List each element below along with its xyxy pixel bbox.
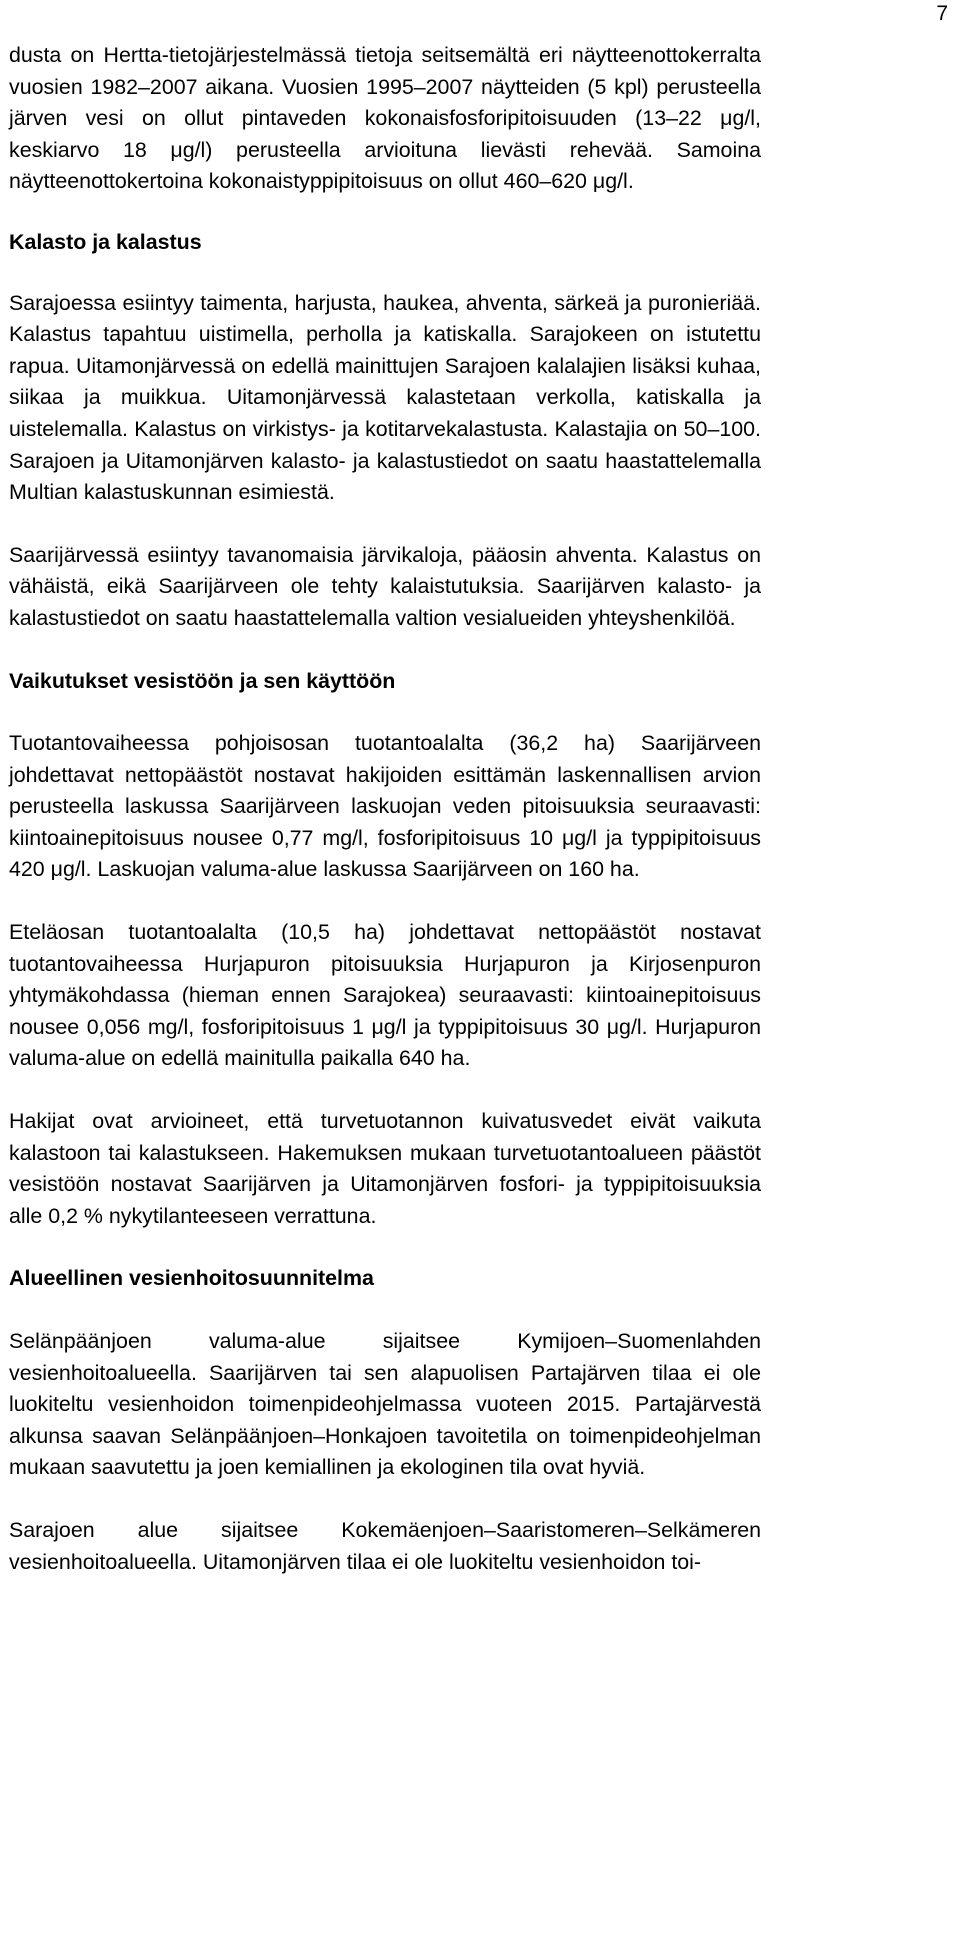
heading-vaikutukset: Vaikutukset vesistöön ja sen käyttöön: [9, 668, 396, 693]
paragraph-saarijarvi-fish: Saarijärvessä esiintyy tavanomaisia järvikaloja, pääosin ahventa. Kalastus on vähäistä, eikä Saarijärveen ole tehty kalaistutuksia. Saarijärven kalasto- ja kalastustiedot on saatu haastattelemalla valtion vesialueiden yhteyshenkilöä.: [9, 542, 761, 630]
paragraph-water-quality: dusta on Hertta-tietojärjestelmässä tietoja seitsemältä eri näytteenottokerralta vuosien 1982–2007 aikana. Vuosien 1995–2007 näytteiden (5 kpl) perusteella järven vesi on ollut pintaveden kokonaisfosforipitoisuuden (13–22 μg/l, keskiarvo 18 μg/l) perusteella arvioituna lievästi rehevää. Samoina näytteenottokertoina kokonaistyppipitoisuus on ollut 460–620 μg/l.: [9, 43, 761, 194]
heading-kalasto: Kalasto ja kalastus: [9, 229, 202, 254]
paragraph-sarajoki-area: Sarajoen alue sijaitsee Kokemäenjoen–Saaristomeren–Selkämeren vesienhoitoalueella. Uitamonjärven tilaa ei ole luokiteltu vesienhoidon toi-: [9, 1517, 761, 1574]
paragraph-north-area-impact: Tuotantovaiheessa pohjoisosan tuotantoalalta (36,2 ha) Saarijärveen johdettavat nettopäästöt nostavat hakijoiden esittämän laskennallisen arvion perusteella laskussa Saarijärveen laskuojan veden pitoisuuksia seuraavasti: kiintoainepitoisuus nousee 0,77 mg/l, fosforipitoisuus 10 μg/l ja typpipitoisuus 420 μg/l. Laskuojan valuma-alue laskussa Saarijärveen on 160 ha.: [9, 731, 761, 882]
paragraph-selanpaanjoki: Selänpäänjoen valuma-alue sijaitsee Kymijoen–Suomenlahden vesienhoitoalueella. Saarijärven tai sen alapuolisen Partajärven tilaa ei ole luokiteltu vesienhoidon toimenpideohjelmassa vuoteen 2015. Partajärvestä alkunsa saavan Selänpäänjoen–Honkajoen tavoitetila on toimenpideohjelman mukaan saavutettu ja joen kemiallinen ja ekologinen tila ovat hyviä.: [9, 1329, 761, 1480]
document-body: [9, 40, 761, 1578]
page-number: 7: [936, 2, 948, 25]
paragraph-sarajoki-fish: Sarajoessa esiintyy taimenta, harjusta, haukea, ahventa, särkeä ja puronieriää. Kalastus tapahtuu uistimella, perholla ja katiskalla. Sarajokeen on istutettu rapua. Uitamonjärvessä on edellä mainittujen Sarajoen kalalajien lisäksi kuhaa, siikaa ja muikkua. Uitamonjärvessä kalastetaan verkolla, katiskalla ja uistelemalla. Kalastus on virkistys- ja kotitarvekalastusta. Kalastajia on 50–100. Sarajoen ja Uitamonjärven kalasto- ja kalastustiedot on saatu haastattelemalla Multian kalastuskunnan esimiestä.: [9, 290, 761, 505]
paragraph-south-area-impact: Eteläosan tuotantoalalta (10,5 ha) johdettavat nettopäästöt nostavat tuotantovaiheessa Hurjapuron pitoisuuksia Hurjapuron ja Kirjosenpuron yhtymäkohdassa (hieman ennen Sarajokea) seuraavasti: kiintoainepitoisuus nousee 0,056 mg/l, fosforipitoisuus 1 μg/l ja typpipitoisuus 30 μg/l. Hurjapuron valuma-alue on edellä mainitulla paikalla 640 ha.: [9, 920, 761, 1071]
paragraph-applicant-assessment: Hakijat ovat arvioineet, että turvetuotannon kuivatusvedet eivät vaikuta kalastoon tai kalastukseen. Hakemuksen mukaan turvetuotantoalueen päästöt vesistöön nostavat Saarijärven ja Uitamonjärven fosfori- ja typpipitoisuuksia alle 0,2 % nykytilanteeseen verrattuna.: [9, 1109, 761, 1228]
heading-vesienhoitosuunnitelma: Alueellinen vesienhoitosuunnitelma: [9, 1266, 374, 1291]
